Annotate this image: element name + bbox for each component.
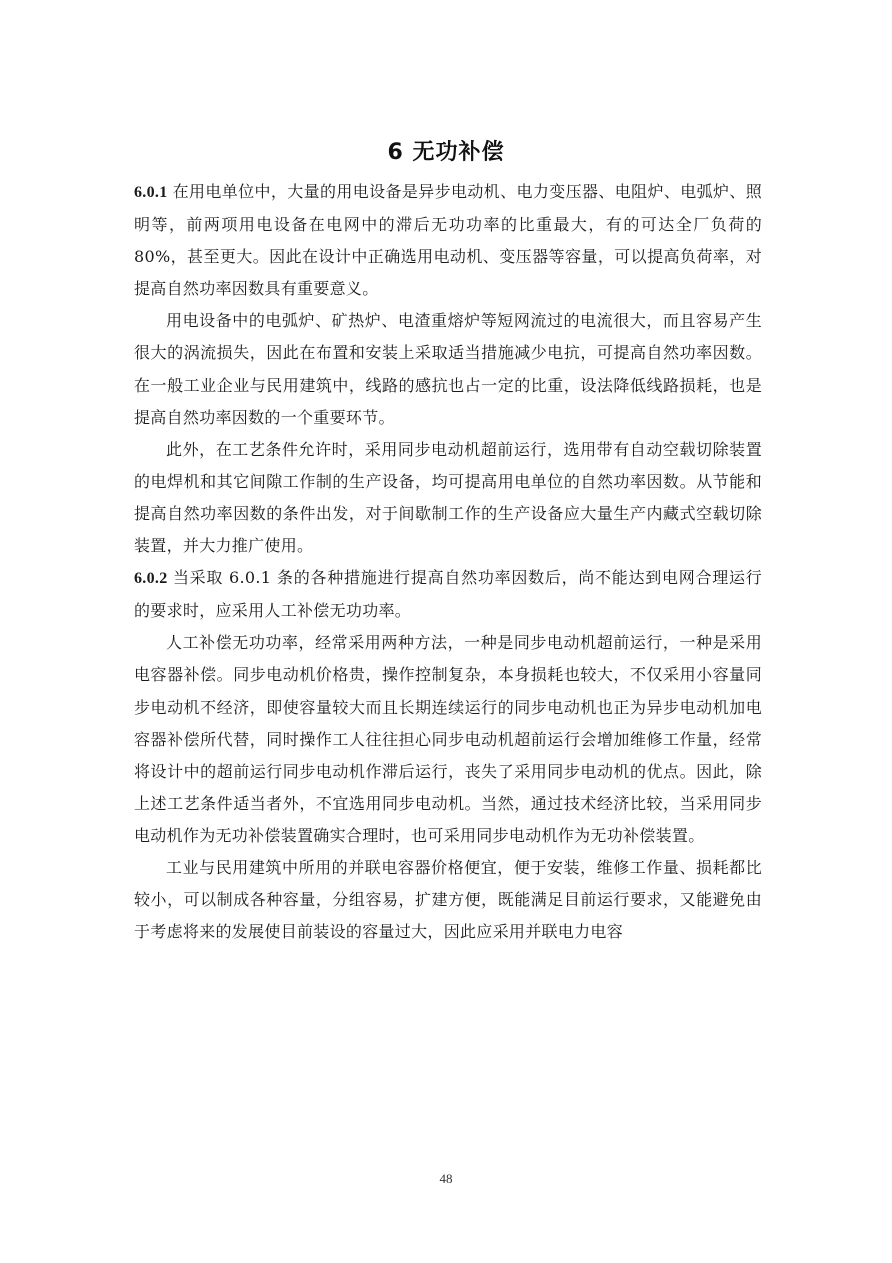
clause-6-0-1	[134, 176, 762, 305]
page-number: 48	[439, 1171, 453, 1186]
paragraph: 此外，在工艺条件允许时，采用同步电动机超前运行，选用带有自动空载切除装置的电焊机和其它间隙工作制的生产设备，均可提高用电单位的自然功率因数。从节能和提高自然功率因数的条件出发，对于间歇制工作的生产设备应大量生产内藏式空载切除装置，并大力推广使用。	[134, 439, 762, 556]
paragraph: 人工补偿无功功率，经常采用两种方法，一种是同步电动机超前运行，一种是采用电容器补偿。同步电动机价格贵，操作控制复杂，本身损耗也较大，不仅采用小容量同步电动机不经济，即使容量较大而且长期连续运行的同步电动机也正为异步电动机加电容器补偿所代替，同时操作工人往往担心同步电动机超前运行会增加维修工作量，经常将设计中的超前运行同步电动机作滞后运行，丧失了采用同步电动机的优点。因此，除上述工艺条件适当者外，不宜选用同步电动机。当然，通过技术经济比较，当采用同步电动机作为无功补偿装置确实合理时，也可采用同步电动机作为无功补偿装置。	[134, 633, 762, 845]
section-title: 6 无功补偿	[387, 140, 505, 165]
clause-number: 6.0.2	[134, 570, 168, 588]
document-body	[134, 176, 762, 948]
clause-text: 在用电单位中，大量的用电设备是异步电动机、电力变压器、电阻炉、电弧炉、照明等，前两项用电设备在电网中的滞后无功功率的比重最大，有的可达全厂负荷的 80%，甚至更大。因此在设计中正确选用电动机、变压器等容量，可以提高负荷率，对提高自然功率因数具有重要意义。	[134, 182, 762, 299]
paragraph: 工业与民用建筑中所用的并联电容器价格便宜，便于安装，维修工作量、损耗都比较小，可以制成各种容量，分组容易，扩建方便，既能满足目前运行要求，又能避免由于考虑将来的发展使目前装设的容量过大，因此应采用并联电力电容	[134, 857, 762, 942]
clause-text: 当采取 6.0.1 条的各种措施进行提高自然功率因数后，尚不能达到电网合理运行的要求时，应采用人工补偿无功功率。	[134, 568, 762, 621]
clause-6-0-2	[134, 562, 762, 627]
clause-number: 6.0.1	[134, 184, 168, 201]
paragraph: 用电设备中的电弧炉、矿热炉、电渣重熔炉等短网流过的电流很大，而且容易产生很大的涡流损失，因此在布置和安装上采取适当措施减少电抗，可提高自然功率因数。在一般工业企业与民用建筑中，线路的感抗也占一定的比重，设法降低线路损耗，也是提高自然功率因数的一个重要环节。	[134, 311, 762, 427]
